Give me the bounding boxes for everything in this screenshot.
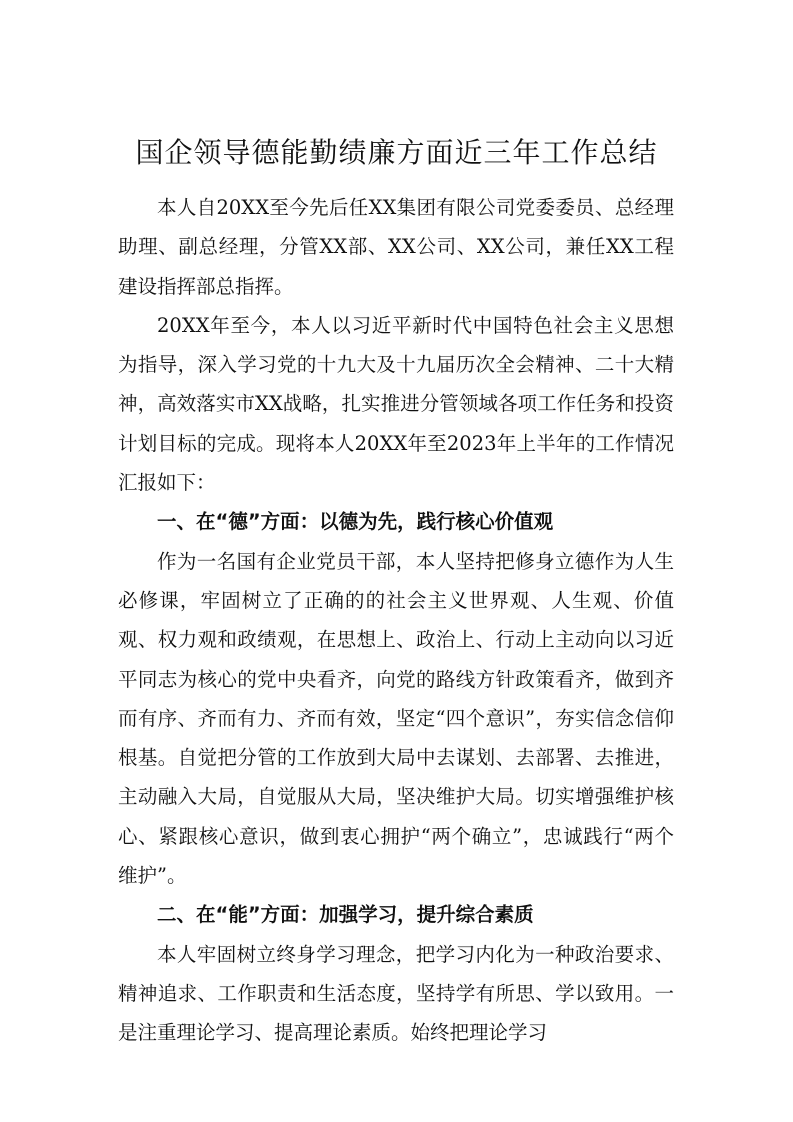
document-body [118,188,674,1053]
section-heading-ability: 二、在“能”方面：加强学习，提升综合素质 [157,903,534,927]
intro-paragraph: 本人自20XX至今先后任XX集团有限公司党委委员、总经理助理、副总经理，分管XX部、XX公司、XX公司，兼任XX工程建设指挥部总指挥。 [118,196,674,298]
ability-paragraph: 本人牢固树立终身学习理念，把学习内化为一种政治要求、精神追求、工作职责和生活态度，坚持学有所思、学以致用。一是注重理论学习、提高理论素质。始终把理论学习 [118,942,674,1045]
section-heading-virtue: 一、在“德”方面：以德为先，践行核心价值观 [157,510,554,534]
document-title: 国企领导德能勤绩廉方面近三年工作总结 [135,136,658,169]
summary-paragraph: 20XX年至今，本人以习近平新时代中国特色社会主义思想为指导，深入学习党的十九大及十九届历次全会精神、二十大精神，高效落实市XX战略，扎实推进分管领域各项工作任务和投资计划目标的完成。现将本人20XX年至2023年上半年的工作情况汇报如下： [118,313,674,495]
virtue-paragraph: 作为一名国有企业党员干部，本人坚持把修身立德作为人生必修课，牢固树立了正确的的社会主义世界观、人生观、价值观、权力观和政绩观，在思想上、政治上、行动上主动向以习近平同志为核心的党中央看齐，向党的路线方针政策看齐，做到齐而有序、齐而有力、齐而有效，坚定“四个意识”，夯实信念信仰根基。自觉把分管的工作放到大局中去谋划、去部署、去推进，主动融入大局，自觉服从大局，坚决维护大局。切实增强维护核心、紧跟核心意识，做到衷心拥护“两个确立”，忠诚践行“两个维护”。 [118,549,674,888]
